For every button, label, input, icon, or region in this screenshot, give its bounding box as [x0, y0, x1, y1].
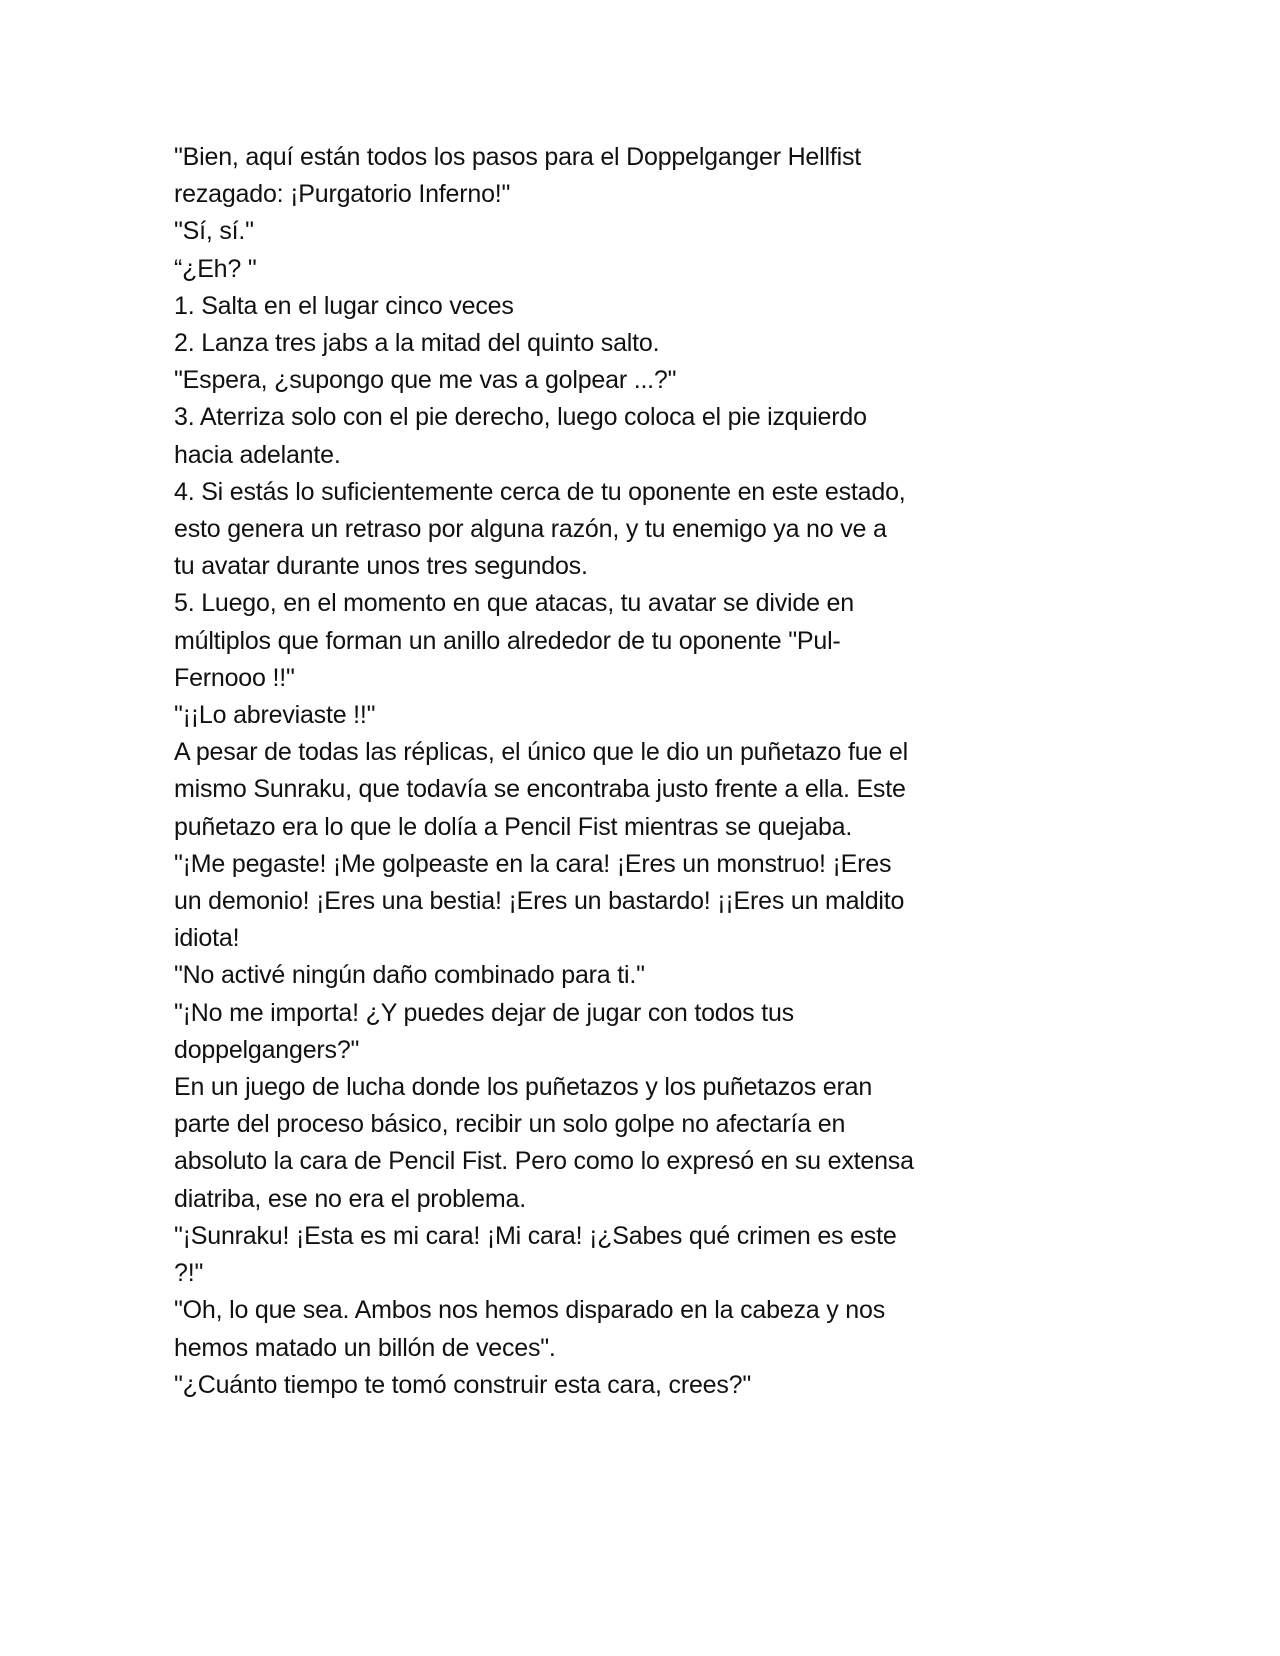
text-line: un demonio! ¡Eres una bestia! ¡Eres un bastardo! ¡¡Eres un maldito: [174, 887, 905, 916]
text-line: "No activé ningún daño combinado para ti.": [174, 961, 645, 990]
text-line: doppelgangers?": [174, 1035, 360, 1064]
text-line: 1. Salta en el lugar cinco veces: [174, 291, 514, 320]
text-line: "Espera, ¿supongo que me vas a golpear ...?": [174, 366, 677, 395]
text-line: idiota!: [174, 924, 240, 953]
text-line: "Sí, sí.": [174, 217, 254, 246]
text-line: “¿Eh? ": [174, 254, 257, 283]
text-line: A pesar de todas las réplicas, el único que le dio un puñetazo fue el: [174, 738, 908, 767]
text-line: esto genera un retraso por alguna razón, y tu enemigo ya no ve a: [174, 515, 887, 544]
text-line: "¡No me importa! ¿Y puedes dejar de jugar con todos tus: [174, 998, 794, 1027]
text-line: hacia adelante.: [174, 440, 341, 469]
text-line: absoluto la cara de Pencil Fist. Pero como lo expresó en su extensa: [174, 1147, 914, 1176]
text-line: 5. Luego, en el momento en que atacas, tu avatar se divide en: [174, 589, 854, 618]
text-line: En un juego de lucha donde los puñetazos y los puñetazos eran: [174, 1073, 873, 1102]
text-line: "¿Cuánto tiempo te tomó construir esta cara, crees?": [174, 1370, 752, 1399]
text-line: diatriba, ese no era el problema.: [174, 1184, 526, 1213]
text-line: puñetazo era lo que le dolía a Pencil Fist mientras se quejaba.: [174, 812, 853, 841]
text-line: "Oh, lo que sea. Ambos nos hemos disparado en la cabeza y nos: [174, 1296, 886, 1325]
text-line: 2. Lanza tres jabs a la mitad del quinto salto.: [174, 329, 660, 358]
text-line: hemos matado un billón de veces".: [174, 1333, 556, 1362]
document-body: [174, 139, 1054, 1404]
text-line: parte del proceso básico, recibir un solo golpe no afectaría en: [174, 1110, 846, 1139]
text-line: "¡Me pegaste! ¡Me golpeaste en la cara! ¡Eres un monstruo! ¡Eres: [174, 849, 892, 878]
text-line: múltiplos que forman un anillo alrededor de tu oponente "Pul-: [174, 626, 841, 655]
text-line: rezagado: ¡Purgatorio Inferno!": [174, 180, 511, 209]
text-line: 4. Si estás lo suficientemente cerca de tu oponente en este estado,: [174, 477, 906, 506]
text-line: 3. Aterriza solo con el pie derecho, luego coloca el pie izquierdo: [174, 403, 867, 432]
text-line: ?!": [174, 1259, 204, 1288]
text-line: tu avatar durante unos tres segundos.: [174, 552, 588, 581]
text-line: "Bien, aquí están todos los pasos para el Doppelganger Hellfist: [174, 143, 861, 171]
text-line: Fernooo !!": [174, 663, 295, 692]
text-line: "¡¡Lo abreviaste !!": [174, 701, 376, 730]
text-line: mismo Sunraku, que todavía se encontraba justo frente a ella. Este: [174, 775, 906, 804]
text-line: "¡Sunraku! ¡Esta es mi cara! ¡Mi cara! ¡¿Sabes qué crimen es este: [174, 1221, 897, 1250]
